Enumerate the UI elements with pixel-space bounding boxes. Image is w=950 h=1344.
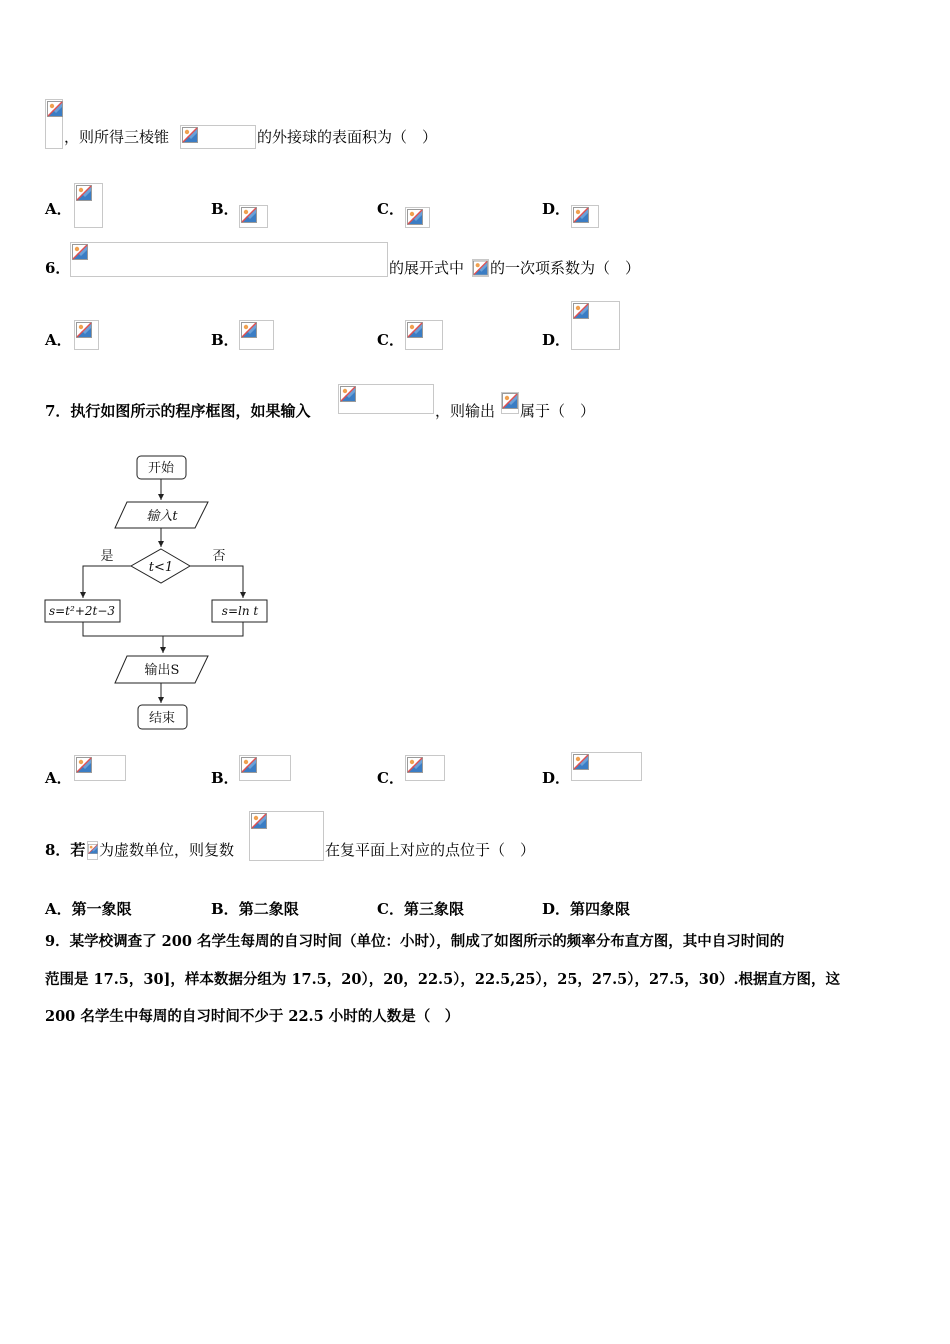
broken-image-icon	[76, 185, 92, 201]
q6-option-c-label: C．	[377, 331, 404, 349]
q6-expression-image	[70, 242, 388, 277]
q7-option-a-image	[74, 755, 126, 781]
broken-image-icon	[76, 757, 92, 773]
q8-complex-image	[249, 811, 324, 861]
q7-option-b-label: B．	[211, 769, 239, 787]
flow-condition-label: t<1	[148, 560, 174, 575]
broken-image-icon	[76, 322, 92, 338]
broken-image-icon	[502, 393, 518, 409]
q7-input-image	[338, 384, 434, 414]
broken-image-icon	[251, 813, 267, 829]
q6-option-d-image	[571, 301, 620, 350]
q6-option-a-label: A．	[45, 331, 72, 349]
q5-option-a-image	[74, 183, 103, 228]
broken-image-icon	[407, 757, 423, 773]
q5-option-c-image	[405, 207, 430, 228]
q5-image-1	[45, 99, 63, 149]
q7-option-d-label: D．	[542, 769, 571, 787]
q8-option-d-label: D．	[542, 900, 571, 918]
q8-option-a	[45, 899, 132, 919]
q7-option-c-label: C．	[377, 769, 404, 787]
flow-yes-label: 是	[100, 549, 114, 564]
q6-option-b-image	[239, 320, 274, 350]
q7-mid: ，则输出	[435, 402, 496, 420]
broken-image-icon	[407, 322, 423, 338]
q8-option-b-text: 第二象限	[238, 900, 299, 918]
q8-option-c	[377, 899, 464, 919]
q7-option-a-label: A．	[45, 769, 72, 787]
flow-no-branch-label: s=ln t	[221, 604, 259, 618]
q6-tail: 的一次项系数为（ ）	[490, 259, 641, 277]
q6-option-a-image	[74, 320, 99, 350]
q8-option-d	[542, 899, 630, 919]
broken-image-icon	[573, 754, 589, 770]
q5-text: ，则所得三棱锥	[64, 128, 170, 146]
q6-option-c-image	[405, 320, 443, 350]
q8-mid: 为虚数单位，则复数	[99, 841, 235, 859]
broken-image-icon	[182, 127, 198, 143]
flow-input-label: 输入t	[146, 509, 178, 524]
broken-image-icon	[88, 842, 98, 856]
q8-i-image	[87, 841, 98, 860]
q7-flowchart	[40, 450, 280, 735]
q6-option-d-label: D．	[542, 331, 571, 349]
q6-variable-image	[472, 259, 489, 277]
flow-start-label: 开始	[147, 461, 175, 476]
q7-output-image	[501, 392, 519, 414]
q5-option-b-image	[239, 205, 268, 228]
broken-image-icon	[473, 260, 488, 276]
q8-tail: 在复平面上对应的点位于（ ）	[325, 841, 536, 859]
q8-option-d-text: 第四象限	[570, 900, 631, 918]
broken-image-icon	[340, 386, 356, 402]
q6-number: 6．	[45, 259, 71, 277]
q8-option-c-text: 第三象限	[403, 900, 464, 918]
q9-line-1: 9．某学校调查了 200 名学生每周的自习时间（单位：小时），制成了如图所示的频率分布直方图，其中自习时间的	[45, 933, 785, 950]
flow-yes-branch-label: s=t²+2t−3	[48, 604, 116, 618]
q8-option-b	[211, 899, 299, 919]
q8-option-b-label: B．	[211, 900, 239, 918]
flow-no-label: 否	[212, 549, 226, 564]
broken-image-icon	[47, 101, 63, 117]
q5-option-a-label: A．	[45, 200, 72, 218]
broken-image-icon	[573, 303, 589, 319]
flow-output-label: 输出S	[144, 663, 180, 678]
q8-option-a-label: A．	[45, 900, 72, 918]
q7-option-c-image	[405, 755, 445, 781]
broken-image-icon	[241, 322, 257, 338]
q7-lead: 7．执行如图所示的程序框图，如果输入	[45, 402, 311, 420]
q7-tail: 属于（ ）	[520, 402, 596, 420]
broken-image-icon	[72, 244, 88, 260]
broken-image-icon	[241, 757, 257, 773]
q5-image-2	[180, 125, 256, 149]
q9-line-3: 200 名学生中每周的自习时间不少于 22.5 小时的人数是（ ）	[45, 1008, 460, 1025]
q6-mid: 的展开式中	[389, 259, 465, 277]
q9-line-2: 范围是 17.5，30]，样本数据分组为 17.5，20），20，22.5），22.5,25），25，27.5），27.5，30）.根据直方图，这	[45, 971, 841, 988]
q8-option-c-label: C．	[377, 900, 404, 918]
q8-lead: 8．若	[45, 841, 86, 859]
q5-option-d-image	[571, 205, 599, 228]
q5-option-c-label: C．	[377, 200, 404, 218]
broken-image-icon	[241, 207, 257, 223]
q7-option-d-image	[571, 752, 642, 781]
q5-option-b-label: B．	[211, 200, 239, 218]
q5-tail: 的外接球的表面积为（ ）	[257, 128, 438, 146]
broken-image-icon	[573, 207, 589, 223]
flow-end-label: 结束	[148, 711, 176, 726]
q8-option-a-text: 第一象限	[71, 900, 132, 918]
q7-option-b-image	[239, 755, 291, 781]
q6-option-b-label: B．	[211, 331, 239, 349]
broken-image-icon	[407, 209, 423, 225]
q5-option-d-label: D．	[542, 200, 571, 218]
